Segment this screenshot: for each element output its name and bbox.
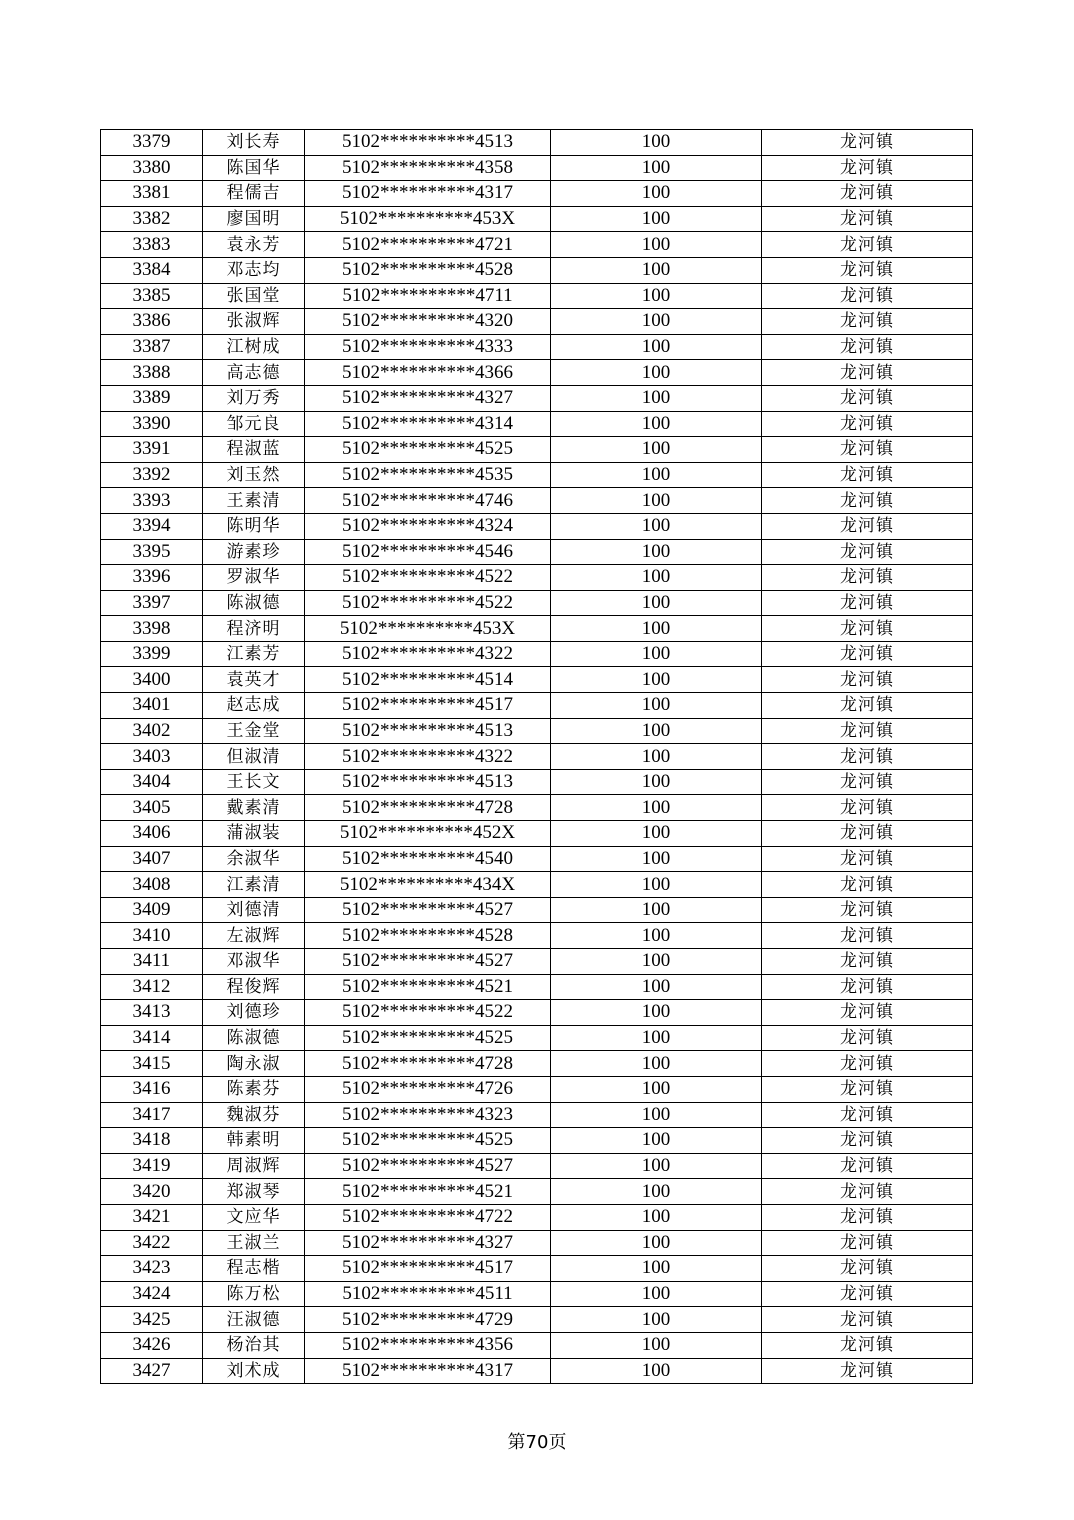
- cell-name: 程儒吉: [203, 181, 305, 207]
- table-row: [101, 437, 973, 463]
- cell-name: 邓志均: [203, 257, 305, 283]
- cell-name: 杨治其: [203, 1332, 305, 1358]
- cell-town: 龙河镇: [762, 641, 973, 667]
- cell-name: 王金堂: [203, 718, 305, 744]
- cell-amount: 100: [551, 1179, 762, 1205]
- table-row: [101, 897, 973, 923]
- cell-id-number: 5102**********4521: [305, 974, 551, 1000]
- table-row: [101, 641, 973, 667]
- cell-amount: 100: [551, 1000, 762, 1026]
- cell-number: 3405: [101, 795, 203, 821]
- cell-number: 3412: [101, 974, 203, 1000]
- cell-number: 3400: [101, 667, 203, 693]
- cell-id-number: 5102**********4514: [305, 667, 551, 693]
- cell-id-number: 5102**********4527: [305, 897, 551, 923]
- cell-name: 程俊辉: [203, 974, 305, 1000]
- cell-id-number: 5102**********434X: [305, 872, 551, 898]
- cell-id-number: 5102**********4728: [305, 1051, 551, 1077]
- cell-id-number: 5102**********4721: [305, 232, 551, 258]
- table-row: [101, 181, 973, 207]
- cell-name: 魏淑芬: [203, 1102, 305, 1128]
- cell-id-number: 5102**********4358: [305, 155, 551, 181]
- cell-amount: 100: [551, 1204, 762, 1230]
- cell-amount: 100: [551, 539, 762, 565]
- table-row: [101, 974, 973, 1000]
- cell-number: 3417: [101, 1102, 203, 1128]
- cell-name: 邹元良: [203, 411, 305, 437]
- cell-number: 3421: [101, 1204, 203, 1230]
- cell-number: 3380: [101, 155, 203, 181]
- cell-amount: 100: [551, 616, 762, 642]
- cell-town: 龙河镇: [762, 1256, 973, 1282]
- cell-amount: 100: [551, 667, 762, 693]
- cell-amount: 100: [551, 872, 762, 898]
- cell-amount: 100: [551, 565, 762, 591]
- cell-number: 3382: [101, 206, 203, 232]
- table-row: [101, 334, 973, 360]
- cell-amount: 100: [551, 1076, 762, 1102]
- cell-number: 3398: [101, 616, 203, 642]
- cell-town: 龙河镇: [762, 1179, 973, 1205]
- cell-number: 3393: [101, 488, 203, 514]
- cell-id-number: 5102**********4366: [305, 360, 551, 386]
- table-row: [101, 821, 973, 847]
- cell-id-number: 5102**********4513: [305, 769, 551, 795]
- cell-id-number: 5102**********4317: [305, 1358, 551, 1384]
- cell-town: 龙河镇: [762, 1000, 973, 1026]
- cell-amount: 100: [551, 1051, 762, 1077]
- cell-town: 龙河镇: [762, 769, 973, 795]
- table-row: [101, 1051, 973, 1077]
- table-row: [101, 1307, 973, 1333]
- cell-town: 龙河镇: [762, 718, 973, 744]
- cell-name: 左淑辉: [203, 923, 305, 949]
- table-row: [101, 923, 973, 949]
- cell-name: 张国堂: [203, 283, 305, 309]
- cell-number: 3404: [101, 769, 203, 795]
- cell-town: 龙河镇: [762, 1025, 973, 1051]
- cell-name: 余淑华: [203, 846, 305, 872]
- cell-number: 3423: [101, 1256, 203, 1282]
- cell-town: 龙河镇: [762, 693, 973, 719]
- cell-name: 陶永淑: [203, 1051, 305, 1077]
- cell-amount: 100: [551, 744, 762, 770]
- cell-name: 袁永芳: [203, 232, 305, 258]
- table-row: [101, 1025, 973, 1051]
- cell-name: 高志德: [203, 360, 305, 386]
- cell-amount: 100: [551, 693, 762, 719]
- cell-amount: 100: [551, 1281, 762, 1307]
- cell-amount: 100: [551, 1025, 762, 1051]
- cell-number: 3418: [101, 1128, 203, 1154]
- cell-amount: 100: [551, 283, 762, 309]
- cell-amount: 100: [551, 590, 762, 616]
- table-row: [101, 360, 973, 386]
- cell-name: 赵志成: [203, 693, 305, 719]
- cell-town: 龙河镇: [762, 1358, 973, 1384]
- cell-id-number: 5102**********4535: [305, 462, 551, 488]
- cell-number: 3420: [101, 1179, 203, 1205]
- cell-id-number: 5102**********4513: [305, 130, 551, 156]
- cell-town: 龙河镇: [762, 462, 973, 488]
- cell-number: 3415: [101, 1051, 203, 1077]
- cell-number: 3379: [101, 130, 203, 156]
- cell-town: 龙河镇: [762, 949, 973, 975]
- table-row: [101, 1230, 973, 1256]
- cell-number: 3408: [101, 872, 203, 898]
- cell-number: 3383: [101, 232, 203, 258]
- cell-id-number: 5102**********4322: [305, 641, 551, 667]
- cell-name: 戴素清: [203, 795, 305, 821]
- cell-number: 3413: [101, 1000, 203, 1026]
- cell-id-number: 5102**********4356: [305, 1332, 551, 1358]
- cell-town: 龙河镇: [762, 513, 973, 539]
- table-row: [101, 744, 973, 770]
- cell-number: 3387: [101, 334, 203, 360]
- cell-name: 汪淑德: [203, 1307, 305, 1333]
- cell-name: 程济明: [203, 616, 305, 642]
- records-body: [101, 130, 973, 1384]
- cell-amount: 100: [551, 1358, 762, 1384]
- cell-town: 龙河镇: [762, 795, 973, 821]
- cell-town: 龙河镇: [762, 232, 973, 258]
- cell-number: 3424: [101, 1281, 203, 1307]
- cell-id-number: 5102**********4522: [305, 590, 551, 616]
- cell-amount: 100: [551, 1230, 762, 1256]
- cell-id-number: 5102**********4327: [305, 385, 551, 411]
- cell-town: 龙河镇: [762, 923, 973, 949]
- cell-name: 袁英才: [203, 667, 305, 693]
- table-row: [101, 488, 973, 514]
- cell-number: 3409: [101, 897, 203, 923]
- table-row: [101, 206, 973, 232]
- table-row: [101, 565, 973, 591]
- table-row: [101, 385, 973, 411]
- cell-number: 3390: [101, 411, 203, 437]
- cell-number: 3399: [101, 641, 203, 667]
- cell-name: 刘玉然: [203, 462, 305, 488]
- cell-amount: 100: [551, 821, 762, 847]
- cell-id-number: 5102**********4527: [305, 1153, 551, 1179]
- cell-amount: 100: [551, 360, 762, 386]
- cell-id-number: 5102**********4320: [305, 309, 551, 335]
- cell-amount: 100: [551, 181, 762, 207]
- cell-amount: 100: [551, 718, 762, 744]
- cell-id-number: 5102**********4528: [305, 923, 551, 949]
- cell-town: 龙河镇: [762, 1076, 973, 1102]
- cell-id-number: 5102**********4525: [305, 437, 551, 463]
- cell-town: 龙河镇: [762, 360, 973, 386]
- cell-amount: 100: [551, 1128, 762, 1154]
- cell-name: 江树成: [203, 334, 305, 360]
- cell-name: 游素珍: [203, 539, 305, 565]
- cell-number: 3422: [101, 1230, 203, 1256]
- table-row: [101, 1102, 973, 1128]
- cell-id-number: 5102**********4746: [305, 488, 551, 514]
- table-row: [101, 693, 973, 719]
- cell-id-number: 5102**********4540: [305, 846, 551, 872]
- table-row: [101, 616, 973, 642]
- cell-town: 龙河镇: [762, 1307, 973, 1333]
- cell-town: 龙河镇: [762, 385, 973, 411]
- cell-town: 龙河镇: [762, 565, 973, 591]
- cell-town: 龙河镇: [762, 1332, 973, 1358]
- table-row: [101, 283, 973, 309]
- cell-name: 陈素芬: [203, 1076, 305, 1102]
- cell-id-number: 5102**********4517: [305, 693, 551, 719]
- cell-town: 龙河镇: [762, 667, 973, 693]
- cell-id-number: 5102**********453X: [305, 206, 551, 232]
- cell-name: 王素清: [203, 488, 305, 514]
- cell-amount: 100: [551, 309, 762, 335]
- cell-name: 罗淑华: [203, 565, 305, 591]
- cell-town: 龙河镇: [762, 821, 973, 847]
- cell-town: 龙河镇: [762, 846, 973, 872]
- cell-amount: 100: [551, 1332, 762, 1358]
- cell-amount: 100: [551, 155, 762, 181]
- cell-number: 3411: [101, 949, 203, 975]
- cell-name: 郑淑琴: [203, 1179, 305, 1205]
- cell-town: 龙河镇: [762, 181, 973, 207]
- cell-id-number: 5102**********4726: [305, 1076, 551, 1102]
- cell-amount: 100: [551, 846, 762, 872]
- cell-id-number: 5102**********4513: [305, 718, 551, 744]
- table-row: [101, 590, 973, 616]
- table-row: [101, 232, 973, 258]
- cell-name: 张淑辉: [203, 309, 305, 335]
- cell-number: 3427: [101, 1358, 203, 1384]
- cell-town: 龙河镇: [762, 897, 973, 923]
- table-row: [101, 130, 973, 156]
- cell-number: 3396: [101, 565, 203, 591]
- cell-id-number: 5102**********453X: [305, 616, 551, 642]
- cell-town: 龙河镇: [762, 283, 973, 309]
- cell-id-number: 5102**********4323: [305, 1102, 551, 1128]
- cell-town: 龙河镇: [762, 257, 973, 283]
- cell-town: 龙河镇: [762, 411, 973, 437]
- cell-name: 江素清: [203, 872, 305, 898]
- cell-town: 龙河镇: [762, 1153, 973, 1179]
- cell-amount: 100: [551, 795, 762, 821]
- cell-name: 韩素明: [203, 1128, 305, 1154]
- cell-name: 陈明华: [203, 513, 305, 539]
- cell-id-number: 5102**********4521: [305, 1179, 551, 1205]
- table-row: [101, 155, 973, 181]
- cell-id-number: 5102**********4525: [305, 1128, 551, 1154]
- cell-amount: 100: [551, 232, 762, 258]
- cell-number: 3425: [101, 1307, 203, 1333]
- cell-number: 3414: [101, 1025, 203, 1051]
- cell-amount: 100: [551, 1256, 762, 1282]
- cell-town: 龙河镇: [762, 539, 973, 565]
- cell-id-number: 5102**********4722: [305, 1204, 551, 1230]
- cell-name: 刘德清: [203, 897, 305, 923]
- cell-id-number: 5102**********4522: [305, 565, 551, 591]
- cell-number: 3394: [101, 513, 203, 539]
- table-row: [101, 1204, 973, 1230]
- cell-id-number: 5102**********4317: [305, 181, 551, 207]
- cell-id-number: 5102**********4546: [305, 539, 551, 565]
- cell-amount: 100: [551, 1102, 762, 1128]
- cell-number: 3416: [101, 1076, 203, 1102]
- table-row: [101, 539, 973, 565]
- cell-town: 龙河镇: [762, 437, 973, 463]
- cell-amount: 100: [551, 411, 762, 437]
- cell-number: 3395: [101, 539, 203, 565]
- cell-name: 陈国华: [203, 155, 305, 181]
- table-row: [101, 949, 973, 975]
- cell-number: 3407: [101, 846, 203, 872]
- table-row: [101, 718, 973, 744]
- cell-amount: 100: [551, 1153, 762, 1179]
- cell-name: 刘长寿: [203, 130, 305, 156]
- cell-amount: 100: [551, 206, 762, 232]
- table-row: [101, 1000, 973, 1026]
- cell-number: 3386: [101, 309, 203, 335]
- cell-id-number: 5102**********4324: [305, 513, 551, 539]
- cell-town: 龙河镇: [762, 872, 973, 898]
- cell-id-number: 5102**********4322: [305, 744, 551, 770]
- cell-town: 龙河镇: [762, 1128, 973, 1154]
- cell-name: 陈淑德: [203, 1025, 305, 1051]
- table-row: [101, 1076, 973, 1102]
- cell-amount: 100: [551, 974, 762, 1000]
- cell-number: 3426: [101, 1332, 203, 1358]
- cell-id-number: 5102**********4711: [305, 283, 551, 309]
- page-number: 第70页: [507, 1432, 567, 1453]
- cell-name: 文应华: [203, 1204, 305, 1230]
- cell-id-number: 5102**********4729: [305, 1307, 551, 1333]
- cell-town: 龙河镇: [762, 590, 973, 616]
- table-row: [101, 1332, 973, 1358]
- cell-town: 龙河镇: [762, 744, 973, 770]
- cell-id-number: 5102**********4528: [305, 257, 551, 283]
- cell-town: 龙河镇: [762, 334, 973, 360]
- table-row: [101, 462, 973, 488]
- cell-number: 3397: [101, 590, 203, 616]
- cell-id-number: 5102**********4333: [305, 334, 551, 360]
- table-row: [101, 257, 973, 283]
- cell-amount: 100: [551, 488, 762, 514]
- cell-name: 刘万秀: [203, 385, 305, 411]
- cell-number: 3410: [101, 923, 203, 949]
- cell-number: 3381: [101, 181, 203, 207]
- cell-amount: 100: [551, 257, 762, 283]
- cell-name: 程淑蓝: [203, 437, 305, 463]
- table-row: [101, 411, 973, 437]
- cell-number: 3385: [101, 283, 203, 309]
- cell-number: 3402: [101, 718, 203, 744]
- table-row: [101, 1128, 973, 1154]
- cell-name: 江素芳: [203, 641, 305, 667]
- table-row: [101, 513, 973, 539]
- cell-id-number: 5102**********452X: [305, 821, 551, 847]
- table-row: [101, 872, 973, 898]
- cell-amount: 100: [551, 130, 762, 156]
- cell-id-number: 5102**********4527: [305, 949, 551, 975]
- cell-town: 龙河镇: [762, 1051, 973, 1077]
- cell-town: 龙河镇: [762, 130, 973, 156]
- cell-number: 3419: [101, 1153, 203, 1179]
- cell-amount: 100: [551, 769, 762, 795]
- cell-amount: 100: [551, 949, 762, 975]
- table-row: [101, 667, 973, 693]
- cell-amount: 100: [551, 513, 762, 539]
- cell-town: 龙河镇: [762, 309, 973, 335]
- table-row: [101, 1281, 973, 1307]
- table-row: [101, 1358, 973, 1384]
- cell-id-number: 5102**********4728: [305, 795, 551, 821]
- table-row: [101, 1256, 973, 1282]
- cell-name: 刘德珍: [203, 1000, 305, 1026]
- cell-id-number: 5102**********4522: [305, 1000, 551, 1026]
- cell-number: 3391: [101, 437, 203, 463]
- cell-amount: 100: [551, 437, 762, 463]
- cell-amount: 100: [551, 641, 762, 667]
- cell-amount: 100: [551, 923, 762, 949]
- cell-town: 龙河镇: [762, 1204, 973, 1230]
- cell-number: 3392: [101, 462, 203, 488]
- cell-number: 3389: [101, 385, 203, 411]
- cell-name: 陈淑德: [203, 590, 305, 616]
- cell-name: 王淑兰: [203, 1230, 305, 1256]
- cell-name: 廖国明: [203, 206, 305, 232]
- cell-name: 陈万松: [203, 1281, 305, 1307]
- cell-town: 龙河镇: [762, 616, 973, 642]
- cell-number: 3403: [101, 744, 203, 770]
- cell-number: 3388: [101, 360, 203, 386]
- records-table: [100, 129, 973, 1384]
- table-row: [101, 769, 973, 795]
- cell-town: 龙河镇: [762, 206, 973, 232]
- table-row: [101, 309, 973, 335]
- cell-number: 3384: [101, 257, 203, 283]
- cell-name: 王长文: [203, 769, 305, 795]
- table-row: [101, 795, 973, 821]
- cell-town: 龙河镇: [762, 1102, 973, 1128]
- cell-amount: 100: [551, 1307, 762, 1333]
- cell-amount: 100: [551, 334, 762, 360]
- cell-name: 刘术成: [203, 1358, 305, 1384]
- cell-name: 邓淑华: [203, 949, 305, 975]
- table-row: [101, 1153, 973, 1179]
- cell-town: 龙河镇: [762, 155, 973, 181]
- cell-id-number: 5102**********4327: [305, 1230, 551, 1256]
- cell-id-number: 5102**********4511: [305, 1281, 551, 1307]
- cell-town: 龙河镇: [762, 1230, 973, 1256]
- cell-number: 3406: [101, 821, 203, 847]
- cell-town: 龙河镇: [762, 1281, 973, 1307]
- cell-id-number: 5102**********4314: [305, 411, 551, 437]
- cell-town: 龙河镇: [762, 488, 973, 514]
- cell-amount: 100: [551, 897, 762, 923]
- cell-number: 3401: [101, 693, 203, 719]
- cell-name: 但淑清: [203, 744, 305, 770]
- cell-amount: 100: [551, 462, 762, 488]
- cell-town: 龙河镇: [762, 974, 973, 1000]
- cell-id-number: 5102**********4525: [305, 1025, 551, 1051]
- table-row: [101, 1179, 973, 1205]
- cell-id-number: 5102**********4517: [305, 1256, 551, 1282]
- cell-name: 程志楷: [203, 1256, 305, 1282]
- cell-name: 蒲淑装: [203, 821, 305, 847]
- cell-name: 周淑辉: [203, 1153, 305, 1179]
- cell-amount: 100: [551, 385, 762, 411]
- table-row: [101, 846, 973, 872]
